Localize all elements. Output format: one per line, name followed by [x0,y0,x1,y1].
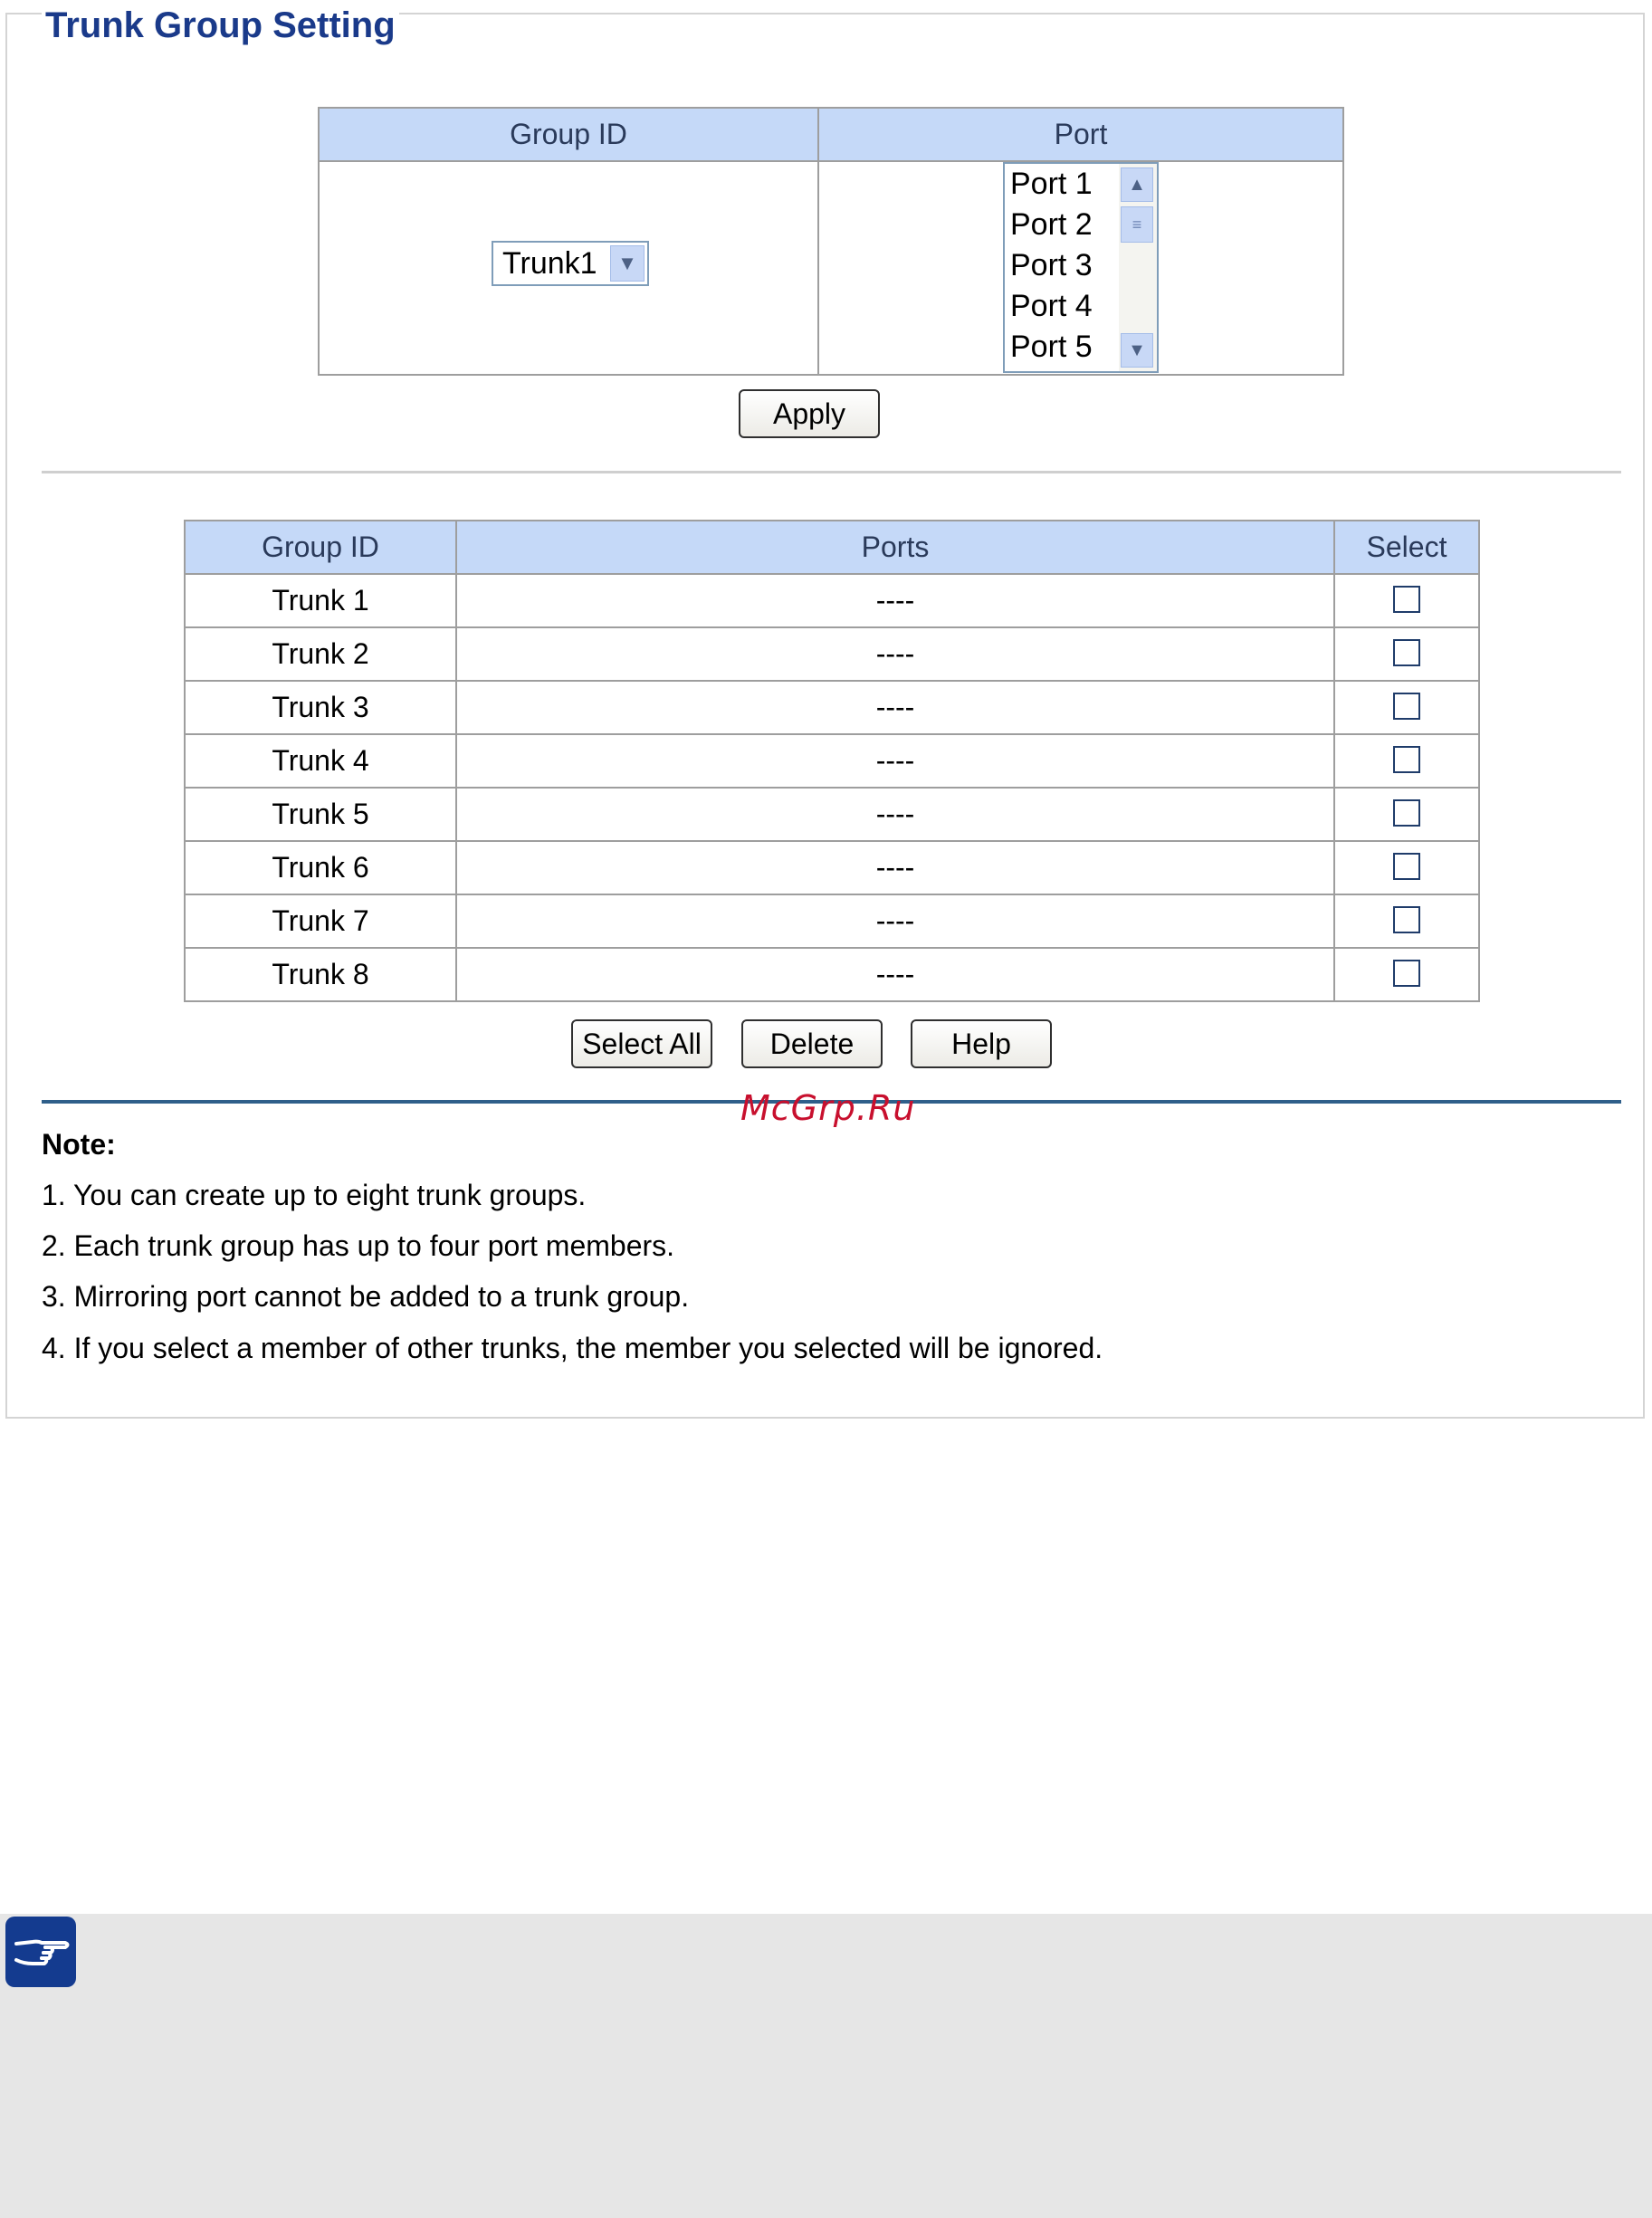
note-line: 2. Each trunk group has up to four port members. [42,1229,675,1262]
trunk-ports: ---- [456,627,1334,681]
select-cell [1334,841,1479,894]
watermark-text: McGrp.Ru [740,1088,916,1128]
select-checkbox[interactable] [1393,639,1420,666]
trunk-group-id: Trunk 6 [185,841,456,894]
table-row [185,734,1479,788]
port-listbox-scrollbar[interactable] [1119,164,1157,371]
note-line: 3. Mirroring port cannot be added to a trunk group. [42,1280,690,1313]
select-checkbox[interactable] [1393,960,1420,987]
port-option[interactable]: Port 1 [1010,167,1093,201]
note-title: Note: [42,1128,116,1161]
select-cell [1334,948,1479,1001]
note-line: 1. You can create up to eight trunk groups. [42,1179,587,1211]
tip-band [0,1914,1652,2218]
config-header-port: Port [818,108,1343,161]
table-row [185,574,1479,627]
table-row [185,948,1479,1001]
panel-title: Trunk Group Setting [42,7,399,43]
header-ports: Ports [456,521,1334,574]
port-option[interactable]: Port 5 [1010,330,1093,364]
select-cell [1334,894,1479,948]
trunk-ports: ---- [456,574,1334,627]
table-row [185,841,1479,894]
table-row [185,894,1479,948]
port-option[interactable]: Port 2 [1010,207,1093,242]
trunk-ports: ---- [456,841,1334,894]
select-cell [1334,574,1479,627]
trunk-group-id: Trunk 5 [185,788,456,841]
trunk-group-table [184,520,1480,1002]
trunk-group-id: Trunk 2 [185,627,456,681]
select-checkbox[interactable] [1393,906,1420,933]
separator [42,471,1621,473]
trunk-ports: ---- [456,894,1334,948]
select-cell [1334,788,1479,841]
select-checkbox[interactable] [1393,799,1420,827]
apply-button[interactable]: Apply [739,389,880,438]
trunk-ports: ---- [456,788,1334,841]
select-cell [1334,734,1479,788]
select-checkbox[interactable] [1393,746,1420,773]
trunk-group-id: Trunk 7 [185,894,456,948]
help-button[interactable]: Help [911,1019,1052,1068]
header-select: Select [1334,521,1479,574]
select-all-button[interactable]: Select All [571,1019,712,1068]
note-line: 4. If you select a member of other trunks, the member you selected will be ignored. [42,1332,1103,1364]
select-checkbox[interactable] [1393,693,1420,720]
table-row [185,627,1479,681]
port-listbox[interactable] [1003,162,1159,373]
chevron-down-icon[interactable]: ▼ [1121,333,1153,368]
table-row [185,681,1479,734]
select-cell [1334,627,1479,681]
trunk-ports: ---- [456,734,1334,788]
trunk-group-id: Trunk 4 [185,734,456,788]
chevron-down-icon[interactable]: ▼ [610,245,645,282]
table-row [185,788,1479,841]
trunk-ports: ---- [456,948,1334,1001]
pointing-hand-icon [5,1917,76,1987]
port-cell [818,161,1343,375]
trunk-group-id: Trunk 8 [185,948,456,1001]
header-group-id: Group ID [185,521,456,574]
trunk-group-id: Trunk 3 [185,681,456,734]
port-option[interactable]: Port 3 [1010,248,1093,282]
trunk-group-setting-panel [5,5,1645,1419]
select-checkbox[interactable] [1393,853,1420,880]
trunk-group-id: Trunk 1 [185,574,456,627]
config-table [318,107,1344,376]
trunk-ports: ---- [456,681,1334,734]
select-cell [1334,681,1479,734]
chevron-up-icon[interactable]: ▲ [1121,167,1153,202]
config-header-group-id: Group ID [319,108,818,161]
port-option[interactable]: Port 4 [1010,289,1093,323]
group-id-select[interactable] [492,241,649,286]
group-id-cell [319,161,818,375]
group-id-select-value: Trunk1 [502,246,597,281]
scroll-thumb[interactable]: ≡ [1121,206,1153,243]
select-checkbox[interactable] [1393,586,1420,613]
delete-button[interactable]: Delete [741,1019,883,1068]
